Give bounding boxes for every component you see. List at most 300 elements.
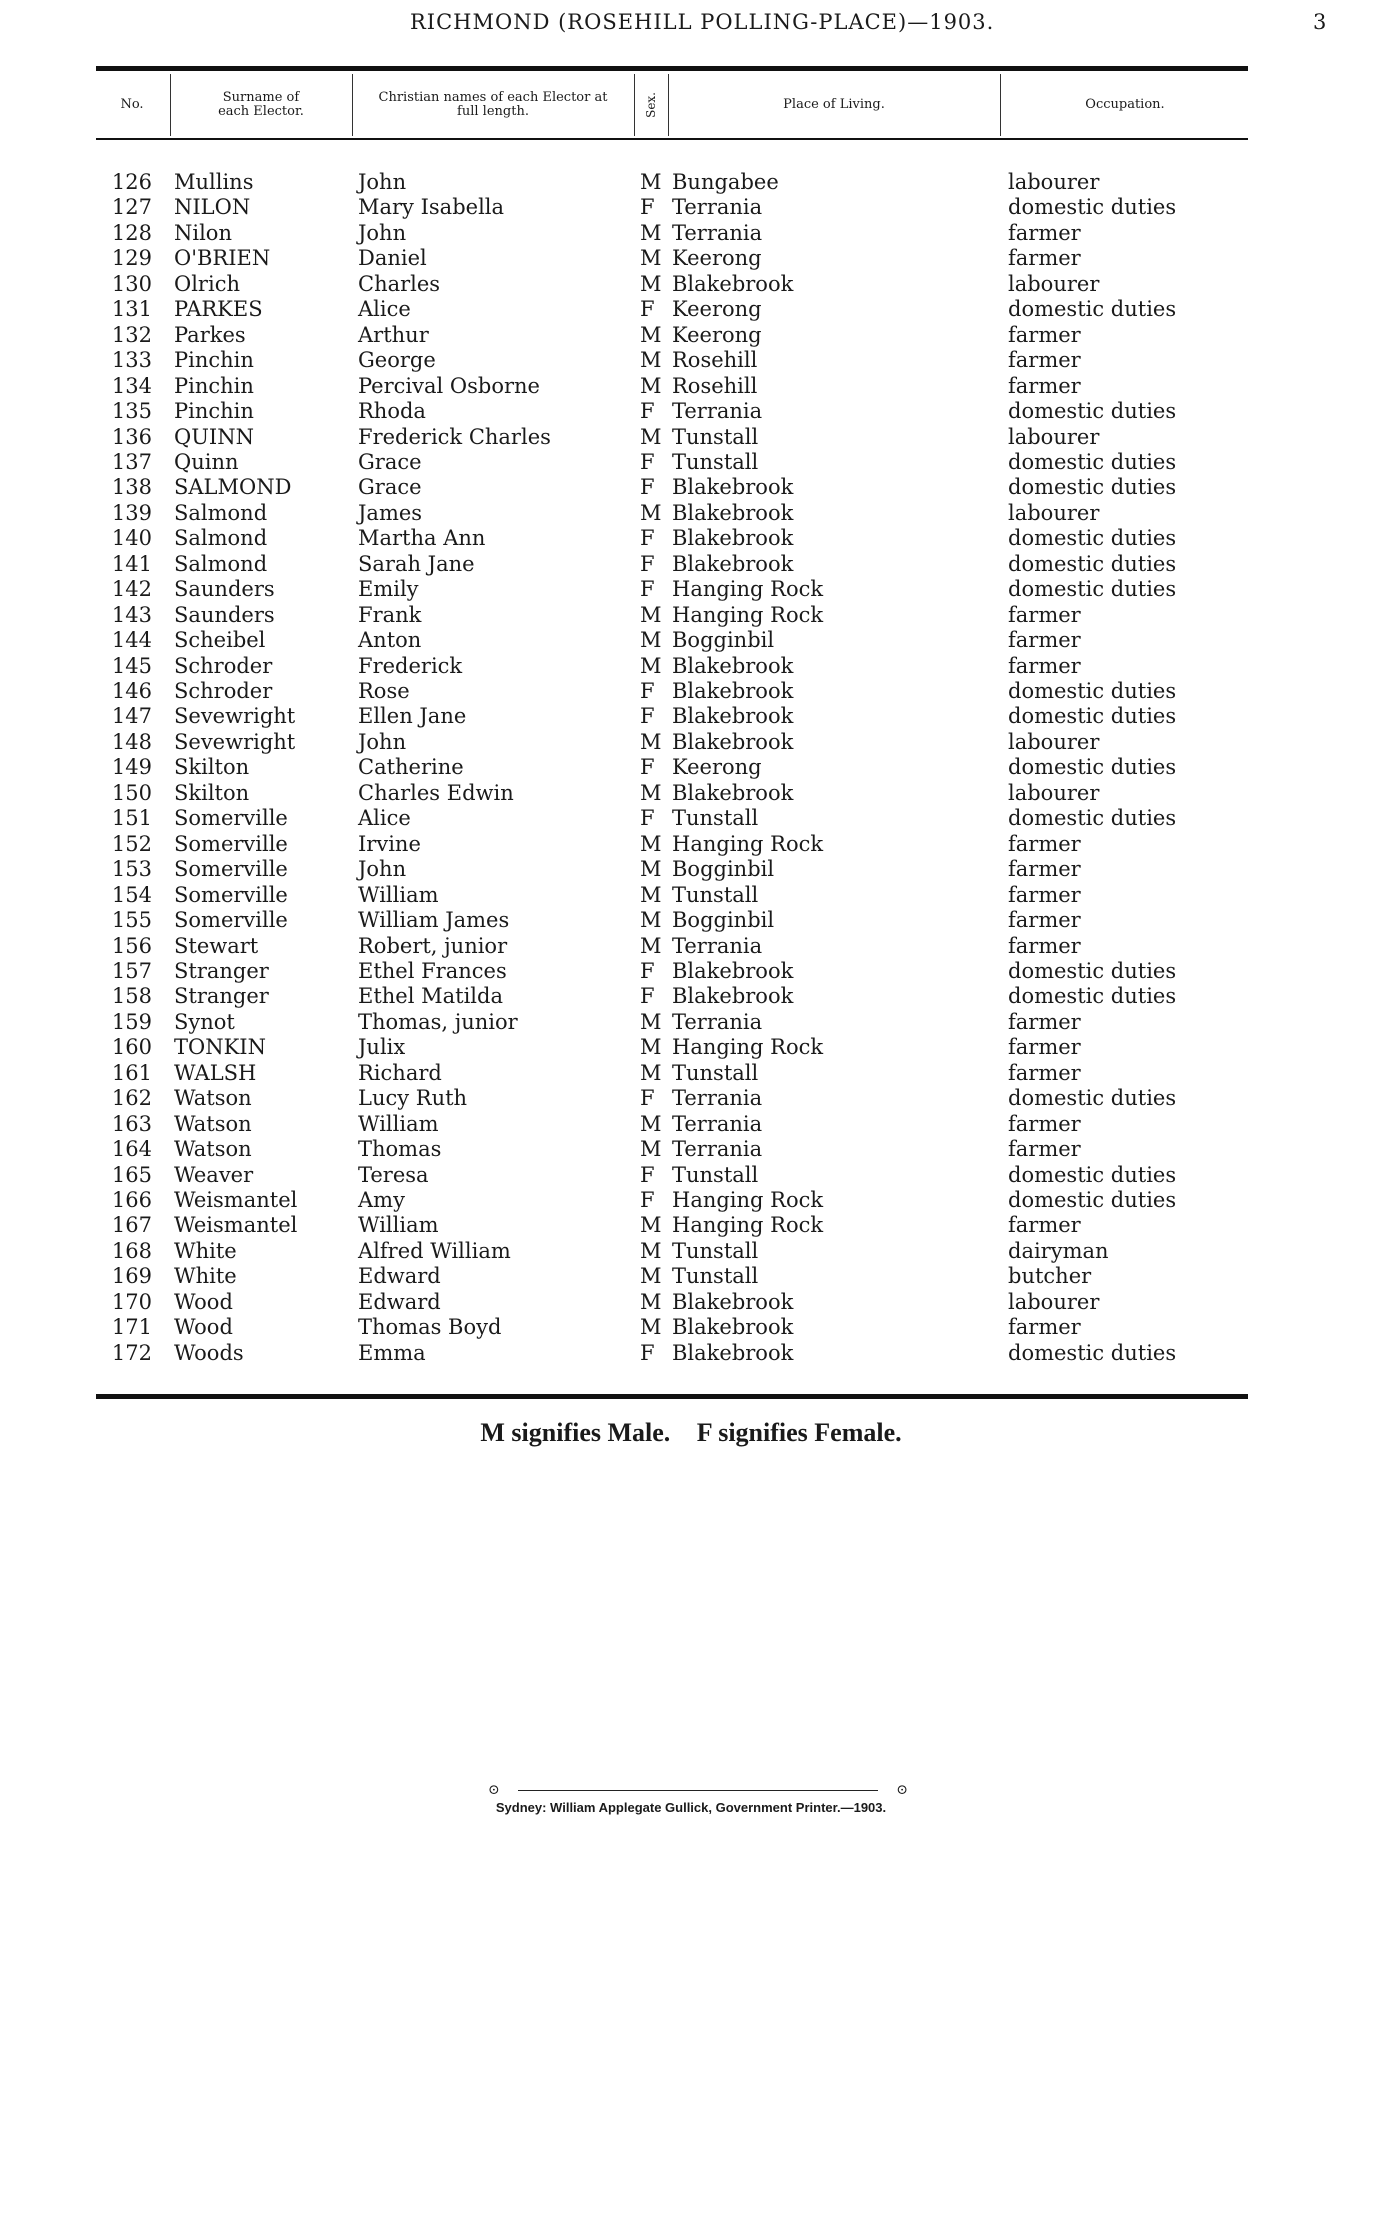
cell-no: 169 — [111, 1264, 152, 1289]
cell-occupation: domestic duties — [1008, 1162, 1177, 1187]
cell-christian: John — [358, 857, 407, 882]
cell-surname: Pinchin — [174, 348, 254, 373]
table-row — [0, 959, 1382, 984]
cell-place: Bungabee — [672, 170, 779, 194]
cell-christian: Teresa — [358, 1162, 429, 1187]
cell-occupation: farmer — [1008, 1060, 1081, 1085]
cell-occupation: domestic duties — [1008, 551, 1177, 576]
table-row — [0, 704, 1382, 729]
table-row — [0, 832, 1382, 857]
cell-surname: Stewart — [174, 933, 259, 958]
cell-no: 154 — [111, 882, 152, 907]
table-row — [0, 603, 1382, 628]
cell-no: 165 — [111, 1162, 152, 1187]
cell-place: Tunstall — [672, 1162, 759, 1187]
cell-christian: Robert, junior — [358, 933, 508, 958]
cell-sex: F — [640, 399, 655, 424]
cell-christian: Thomas, junior — [358, 1009, 518, 1034]
cell-surname: Nilon — [174, 220, 232, 245]
cell-occupation: domestic duties — [1008, 526, 1177, 551]
cell-surname: Scheibel — [174, 628, 266, 653]
cell-christian: John — [358, 220, 407, 245]
cell-occupation: domestic duties — [1008, 195, 1177, 220]
cell-occupation: labourer — [1008, 170, 1100, 194]
cell-sex: M — [640, 729, 662, 754]
cell-sex: M — [640, 780, 662, 805]
cell-occupation: domestic duties — [1008, 1340, 1177, 1365]
cell-no: 170 — [111, 1289, 152, 1314]
cell-surname: White — [174, 1238, 237, 1263]
cell-surname: Sevewright — [174, 729, 296, 754]
table-row — [0, 1188, 1382, 1213]
table-row — [0, 1112, 1382, 1137]
table-row — [0, 526, 1382, 551]
cell-no: 149 — [111, 755, 152, 780]
cell-occupation: farmer — [1008, 908, 1081, 933]
cell-surname: Saunders — [174, 577, 275, 602]
table-row — [0, 984, 1382, 1009]
cell-surname: Somerville — [174, 857, 288, 882]
cell-no: 152 — [111, 831, 152, 856]
table-row — [0, 628, 1382, 653]
table-row — [0, 246, 1382, 271]
cell-place: Bogginbil — [672, 908, 775, 933]
cell-christian: Mary Isabella — [358, 195, 505, 220]
cell-surname: Somerville — [174, 882, 288, 907]
cell-occupation: domestic duties — [1008, 755, 1177, 780]
table-row — [0, 170, 1382, 195]
table-row — [0, 348, 1382, 373]
cell-place: Hanging Rock — [672, 602, 824, 627]
cell-occupation: farmer — [1008, 882, 1081, 907]
cell-occupation: domestic duties — [1008, 679, 1177, 703]
cell-sex: M — [640, 1060, 662, 1085]
cell-christian: Julix — [358, 1035, 406, 1060]
cell-surname: Watson — [174, 1137, 252, 1162]
table-row — [0, 857, 1382, 882]
cell-no: 163 — [111, 1111, 152, 1136]
cell-no: 135 — [111, 399, 152, 424]
cell-surname: Pinchin — [174, 399, 254, 424]
cell-place: Blakebrook — [672, 780, 794, 805]
cell-occupation: farmer — [1008, 653, 1081, 678]
cell-place: Hanging Rock — [672, 1035, 824, 1060]
cell-christian: Frederick — [358, 653, 463, 678]
column-divider — [1000, 74, 1001, 136]
table-row — [0, 1264, 1382, 1289]
cell-place: Blakebrook — [672, 1315, 794, 1340]
table-row — [0, 654, 1382, 679]
ornament-left-icon: ⊙ — [488, 1782, 500, 1798]
cell-occupation: domestic duties — [1008, 297, 1177, 322]
cell-sex: M — [640, 1111, 662, 1136]
cell-no: 162 — [111, 1086, 152, 1111]
table-row — [0, 1035, 1382, 1060]
cell-no: 136 — [111, 424, 152, 449]
cell-christian: Frank — [358, 602, 422, 627]
sex-legend — [0, 1418, 1382, 1448]
cell-occupation: labourer — [1008, 424, 1100, 449]
cell-christian: Martha Ann — [358, 526, 486, 551]
cell-sex: F — [640, 1086, 655, 1111]
table-row — [0, 297, 1382, 322]
cell-sex: M — [640, 628, 662, 653]
cell-christian: Amy — [358, 1188, 405, 1212]
footer-ornament-rule — [488, 1784, 908, 1798]
cell-no: 168 — [111, 1238, 152, 1263]
cell-christian: James — [358, 500, 423, 525]
printer-imprint: Sydney: William Applegate Gullick, Government Printer.—1903. — [495, 1800, 887, 1815]
cell-place: Rosehill — [672, 348, 758, 373]
cell-no: 145 — [111, 653, 152, 678]
cell-christian: William — [358, 882, 439, 907]
cell-sex: M — [640, 271, 662, 296]
table-row — [0, 679, 1382, 704]
table-row — [0, 806, 1382, 831]
cell-surname: Pinchin — [174, 373, 254, 398]
column-header-occupation: Occupation. — [1085, 97, 1165, 112]
cell-no: 171 — [111, 1315, 152, 1340]
cell-place: Keerong — [672, 246, 762, 271]
table-row — [0, 1061, 1382, 1086]
cell-place: Tunstall — [672, 1264, 759, 1289]
cell-christian: Percival Osborne — [358, 373, 540, 398]
cell-sex: M — [640, 1238, 662, 1263]
page-header — [0, 6, 1382, 36]
cell-place: Keerong — [672, 322, 762, 347]
cell-christian: Lucy Ruth — [358, 1086, 468, 1111]
cell-occupation: farmer — [1008, 348, 1081, 373]
cell-no: 143 — [111, 602, 152, 627]
cell-surname: Weismantel — [174, 1188, 298, 1212]
cell-sex: M — [640, 1289, 662, 1314]
cell-christian: William — [358, 1111, 439, 1136]
cell-christian: Sarah Jane — [358, 551, 475, 576]
cell-place: Blakebrook — [672, 500, 794, 525]
cell-christian: Ethel Frances — [358, 958, 507, 983]
cell-no: 164 — [111, 1137, 152, 1162]
cell-christian: Richard — [358, 1060, 442, 1085]
cell-christian: Emily — [358, 577, 419, 602]
cell-sex: M — [640, 1137, 662, 1162]
cell-surname: Synot — [174, 1009, 235, 1034]
cell-christian: Edward — [358, 1264, 441, 1289]
cell-no: 146 — [111, 679, 152, 703]
table-row — [0, 1163, 1382, 1188]
cell-place: Terrania — [672, 933, 763, 958]
cell-place: Blakebrook — [672, 271, 794, 296]
cell-christian: Rhoda — [358, 399, 426, 424]
cell-surname: PARKES — [174, 297, 263, 322]
table-row — [0, 730, 1382, 755]
cell-no: 150 — [111, 780, 152, 805]
cell-no: 161 — [111, 1060, 152, 1085]
cell-surname: Sevewright — [174, 704, 296, 729]
cell-sex: F — [640, 449, 655, 474]
cell-surname: Weaver — [174, 1162, 254, 1187]
cell-christian: Arthur — [358, 322, 429, 347]
cell-christian: Anton — [358, 628, 422, 653]
footer-line — [518, 1790, 878, 1791]
cell-occupation: farmer — [1008, 246, 1081, 271]
cell-no: 142 — [111, 577, 152, 602]
cell-no: 158 — [111, 984, 152, 1009]
ornament-right-icon: ⊙ — [896, 1782, 908, 1798]
page-title: RICHMOND (ROSEHILL POLLING-PLACE)—1903. — [410, 10, 995, 34]
cell-surname: Watson — [174, 1111, 252, 1136]
cell-sex: M — [640, 882, 662, 907]
cell-place: Blakebrook — [672, 653, 794, 678]
cell-occupation: domestic duties — [1008, 984, 1177, 1009]
cell-occupation: farmer — [1008, 602, 1081, 627]
cell-no: 140 — [111, 526, 152, 551]
table-row — [0, 272, 1382, 297]
cell-place: Tunstall — [672, 1060, 759, 1085]
cell-sex: F — [640, 297, 655, 322]
cell-no: 129 — [111, 246, 152, 271]
cell-surname: Salmond — [174, 551, 268, 576]
cell-christian: John — [358, 170, 407, 194]
cell-no: 151 — [111, 806, 152, 831]
cell-surname: Woods — [174, 1340, 244, 1365]
cell-surname: Olrich — [174, 271, 240, 296]
cell-place: Blakebrook — [672, 1289, 794, 1314]
cell-no: 159 — [111, 1009, 152, 1034]
cell-place: Keerong — [672, 755, 762, 780]
column-divider — [668, 74, 669, 136]
cell-occupation: domestic duties — [1008, 806, 1177, 831]
cell-christian: William — [358, 1213, 439, 1238]
cell-place: Tunstall — [672, 449, 759, 474]
cell-christian: Ethel Matilda — [358, 984, 503, 1009]
table-row — [0, 577, 1382, 602]
cell-surname: Salmond — [174, 526, 268, 551]
cell-sex: F — [640, 551, 655, 576]
cell-place: Blakebrook — [672, 729, 794, 754]
cell-surname: Stranger — [174, 984, 269, 1009]
cell-christian: Grace — [358, 475, 422, 500]
cell-place: Tunstall — [672, 882, 759, 907]
cell-christian: Irvine — [358, 831, 421, 856]
cell-surname: Wood — [174, 1315, 233, 1340]
cell-no: 139 — [111, 500, 152, 525]
cell-sex: F — [640, 984, 655, 1009]
page-number: 3 — [1313, 10, 1327, 34]
cell-no: 132 — [111, 322, 152, 347]
column-header-no: No. — [120, 97, 144, 112]
table-row — [0, 425, 1382, 450]
cell-no: 144 — [111, 628, 152, 653]
cell-occupation: domestic duties — [1008, 475, 1177, 500]
cell-sex: F — [640, 1188, 655, 1212]
table-row — [0, 1137, 1382, 1162]
cell-surname: Parkes — [174, 322, 246, 347]
cell-christian: Catherine — [358, 755, 464, 780]
cell-occupation: labourer — [1008, 780, 1100, 805]
table-top-rule — [96, 66, 1248, 71]
cell-sex: M — [640, 424, 662, 449]
cell-occupation: farmer — [1008, 1035, 1081, 1060]
cell-sex: M — [640, 1315, 662, 1340]
table-row — [0, 475, 1382, 500]
cell-surname: SALMOND — [174, 475, 292, 500]
cell-surname: QUINN — [174, 424, 254, 449]
cell-surname: Quinn — [174, 449, 239, 474]
cell-occupation: farmer — [1008, 1315, 1081, 1340]
cell-sex: M — [640, 857, 662, 882]
legend-male: M signifies Male. — [480, 1418, 671, 1447]
cell-no: 137 — [111, 449, 152, 474]
cell-occupation: labourer — [1008, 500, 1100, 525]
cell-sex: M — [640, 1264, 662, 1289]
cell-surname: Somerville — [174, 831, 288, 856]
cell-christian: Grace — [358, 449, 422, 474]
table-row — [0, 1010, 1382, 1035]
legend-female: F signifies Female. — [696, 1418, 902, 1447]
cell-place: Terrania — [672, 1137, 763, 1162]
cell-no: 138 — [111, 475, 152, 500]
table-row — [0, 755, 1382, 780]
cell-occupation: farmer — [1008, 1213, 1081, 1238]
cell-no: 155 — [111, 908, 152, 933]
cell-no: 134 — [111, 373, 152, 398]
cell-surname: Mullins — [174, 170, 254, 194]
cell-occupation: farmer — [1008, 628, 1081, 653]
cell-place: Blakebrook — [672, 475, 794, 500]
cell-occupation: domestic duties — [1008, 704, 1177, 729]
cell-surname: Skilton — [174, 780, 250, 805]
cell-christian: John — [358, 729, 407, 754]
cell-surname: O'BRIEN — [174, 246, 271, 271]
cell-sex: M — [640, 1213, 662, 1238]
cell-occupation: domestic duties — [1008, 577, 1177, 602]
cell-place: Terrania — [672, 1009, 763, 1034]
cell-place: Bogginbil — [672, 857, 775, 882]
table-row — [0, 374, 1382, 399]
cell-christian: Alfred William — [358, 1238, 511, 1263]
cell-sex: F — [640, 577, 655, 602]
cell-no: 167 — [111, 1213, 152, 1238]
cell-sex: F — [640, 755, 655, 780]
cell-sex: M — [640, 246, 662, 271]
cell-occupation: farmer — [1008, 1009, 1081, 1034]
cell-place: Tunstall — [672, 424, 759, 449]
cell-place: Terrania — [672, 195, 763, 220]
cell-no: 160 — [111, 1035, 152, 1060]
cell-sex: M — [640, 322, 662, 347]
table-row — [0, 552, 1382, 577]
cell-surname: Weismantel — [174, 1213, 298, 1238]
column-divider — [170, 74, 171, 136]
cell-surname: WALSH — [174, 1060, 257, 1085]
cell-place: Blakebrook — [672, 958, 794, 983]
table-row — [0, 781, 1382, 806]
cell-sex: M — [640, 1035, 662, 1060]
cell-sex: F — [640, 806, 655, 831]
table-row — [0, 1213, 1382, 1238]
cell-surname: Skilton — [174, 755, 250, 780]
cell-christian: Rose — [358, 679, 410, 703]
cell-christian: Alice — [358, 297, 411, 322]
cell-surname: Schroder — [174, 679, 273, 703]
cell-christian: William James — [358, 908, 510, 933]
cell-place: Hanging Rock — [672, 831, 824, 856]
cell-sex: F — [640, 526, 655, 551]
cell-sex: F — [640, 958, 655, 983]
cell-occupation: domestic duties — [1008, 958, 1177, 983]
cell-no: 157 — [111, 958, 152, 983]
column-divider — [352, 74, 353, 136]
cell-no: 156 — [111, 933, 152, 958]
cell-surname: Somerville — [174, 908, 288, 933]
cell-occupation: domestic duties — [1008, 1188, 1177, 1212]
cell-place: Blakebrook — [672, 984, 794, 1009]
table-row — [0, 195, 1382, 220]
table-row — [0, 908, 1382, 933]
cell-place: Blakebrook — [672, 679, 794, 703]
table-row — [0, 1315, 1382, 1340]
cell-no: 141 — [111, 551, 152, 576]
cell-sex: F — [640, 704, 655, 729]
cell-surname: Somerville — [174, 806, 288, 831]
cell-surname: White — [174, 1264, 237, 1289]
table-row — [0, 450, 1382, 475]
cell-christian: Thomas — [358, 1137, 442, 1162]
cell-occupation: domestic duties — [1008, 399, 1177, 424]
cell-place: Tunstall — [672, 806, 759, 831]
column-header-place: Place of Living. — [783, 97, 885, 112]
cell-christian: Emma — [358, 1340, 426, 1365]
cell-surname: Watson — [174, 1086, 252, 1111]
cell-sex: M — [640, 602, 662, 627]
cell-occupation: labourer — [1008, 1289, 1100, 1314]
cell-place: Bogginbil — [672, 628, 775, 653]
cell-sex: F — [640, 1162, 655, 1187]
cell-place: Keerong — [672, 297, 762, 322]
cell-occupation: farmer — [1008, 322, 1081, 347]
cell-christian: George — [358, 348, 436, 373]
cell-place: Hanging Rock — [672, 1188, 824, 1212]
cell-sex: F — [640, 679, 655, 703]
cell-sex: F — [640, 1340, 655, 1365]
cell-occupation: farmer — [1008, 857, 1081, 882]
cell-place: Hanging Rock — [672, 577, 824, 602]
cell-sex: M — [640, 500, 662, 525]
cell-christian: Charles — [358, 271, 441, 296]
table-row — [0, 883, 1382, 908]
cell-christian: Charles Edwin — [358, 780, 514, 805]
cell-surname: Saunders — [174, 602, 275, 627]
cell-surname: TONKIN — [174, 1035, 266, 1060]
table-row — [0, 1239, 1382, 1264]
cell-sex: F — [640, 475, 655, 500]
cell-place: Blakebrook — [672, 704, 794, 729]
cell-place: Terrania — [672, 1086, 763, 1111]
cell-no: 128 — [111, 220, 152, 245]
cell-christian: Thomas Boyd — [358, 1315, 502, 1340]
cell-christian: Frederick Charles — [358, 424, 551, 449]
cell-no: 127 — [111, 195, 152, 220]
column-header-christian: Christian names of each Elector at full length. — [378, 90, 608, 119]
cell-sex: F — [640, 195, 655, 220]
cell-sex: M — [640, 653, 662, 678]
cell-no: 133 — [111, 348, 152, 373]
column-divider — [634, 74, 635, 136]
header-bottom-rule — [96, 138, 1248, 140]
table-row — [0, 501, 1382, 526]
cell-no: 153 — [111, 857, 152, 882]
cell-no: 130 — [111, 271, 152, 296]
